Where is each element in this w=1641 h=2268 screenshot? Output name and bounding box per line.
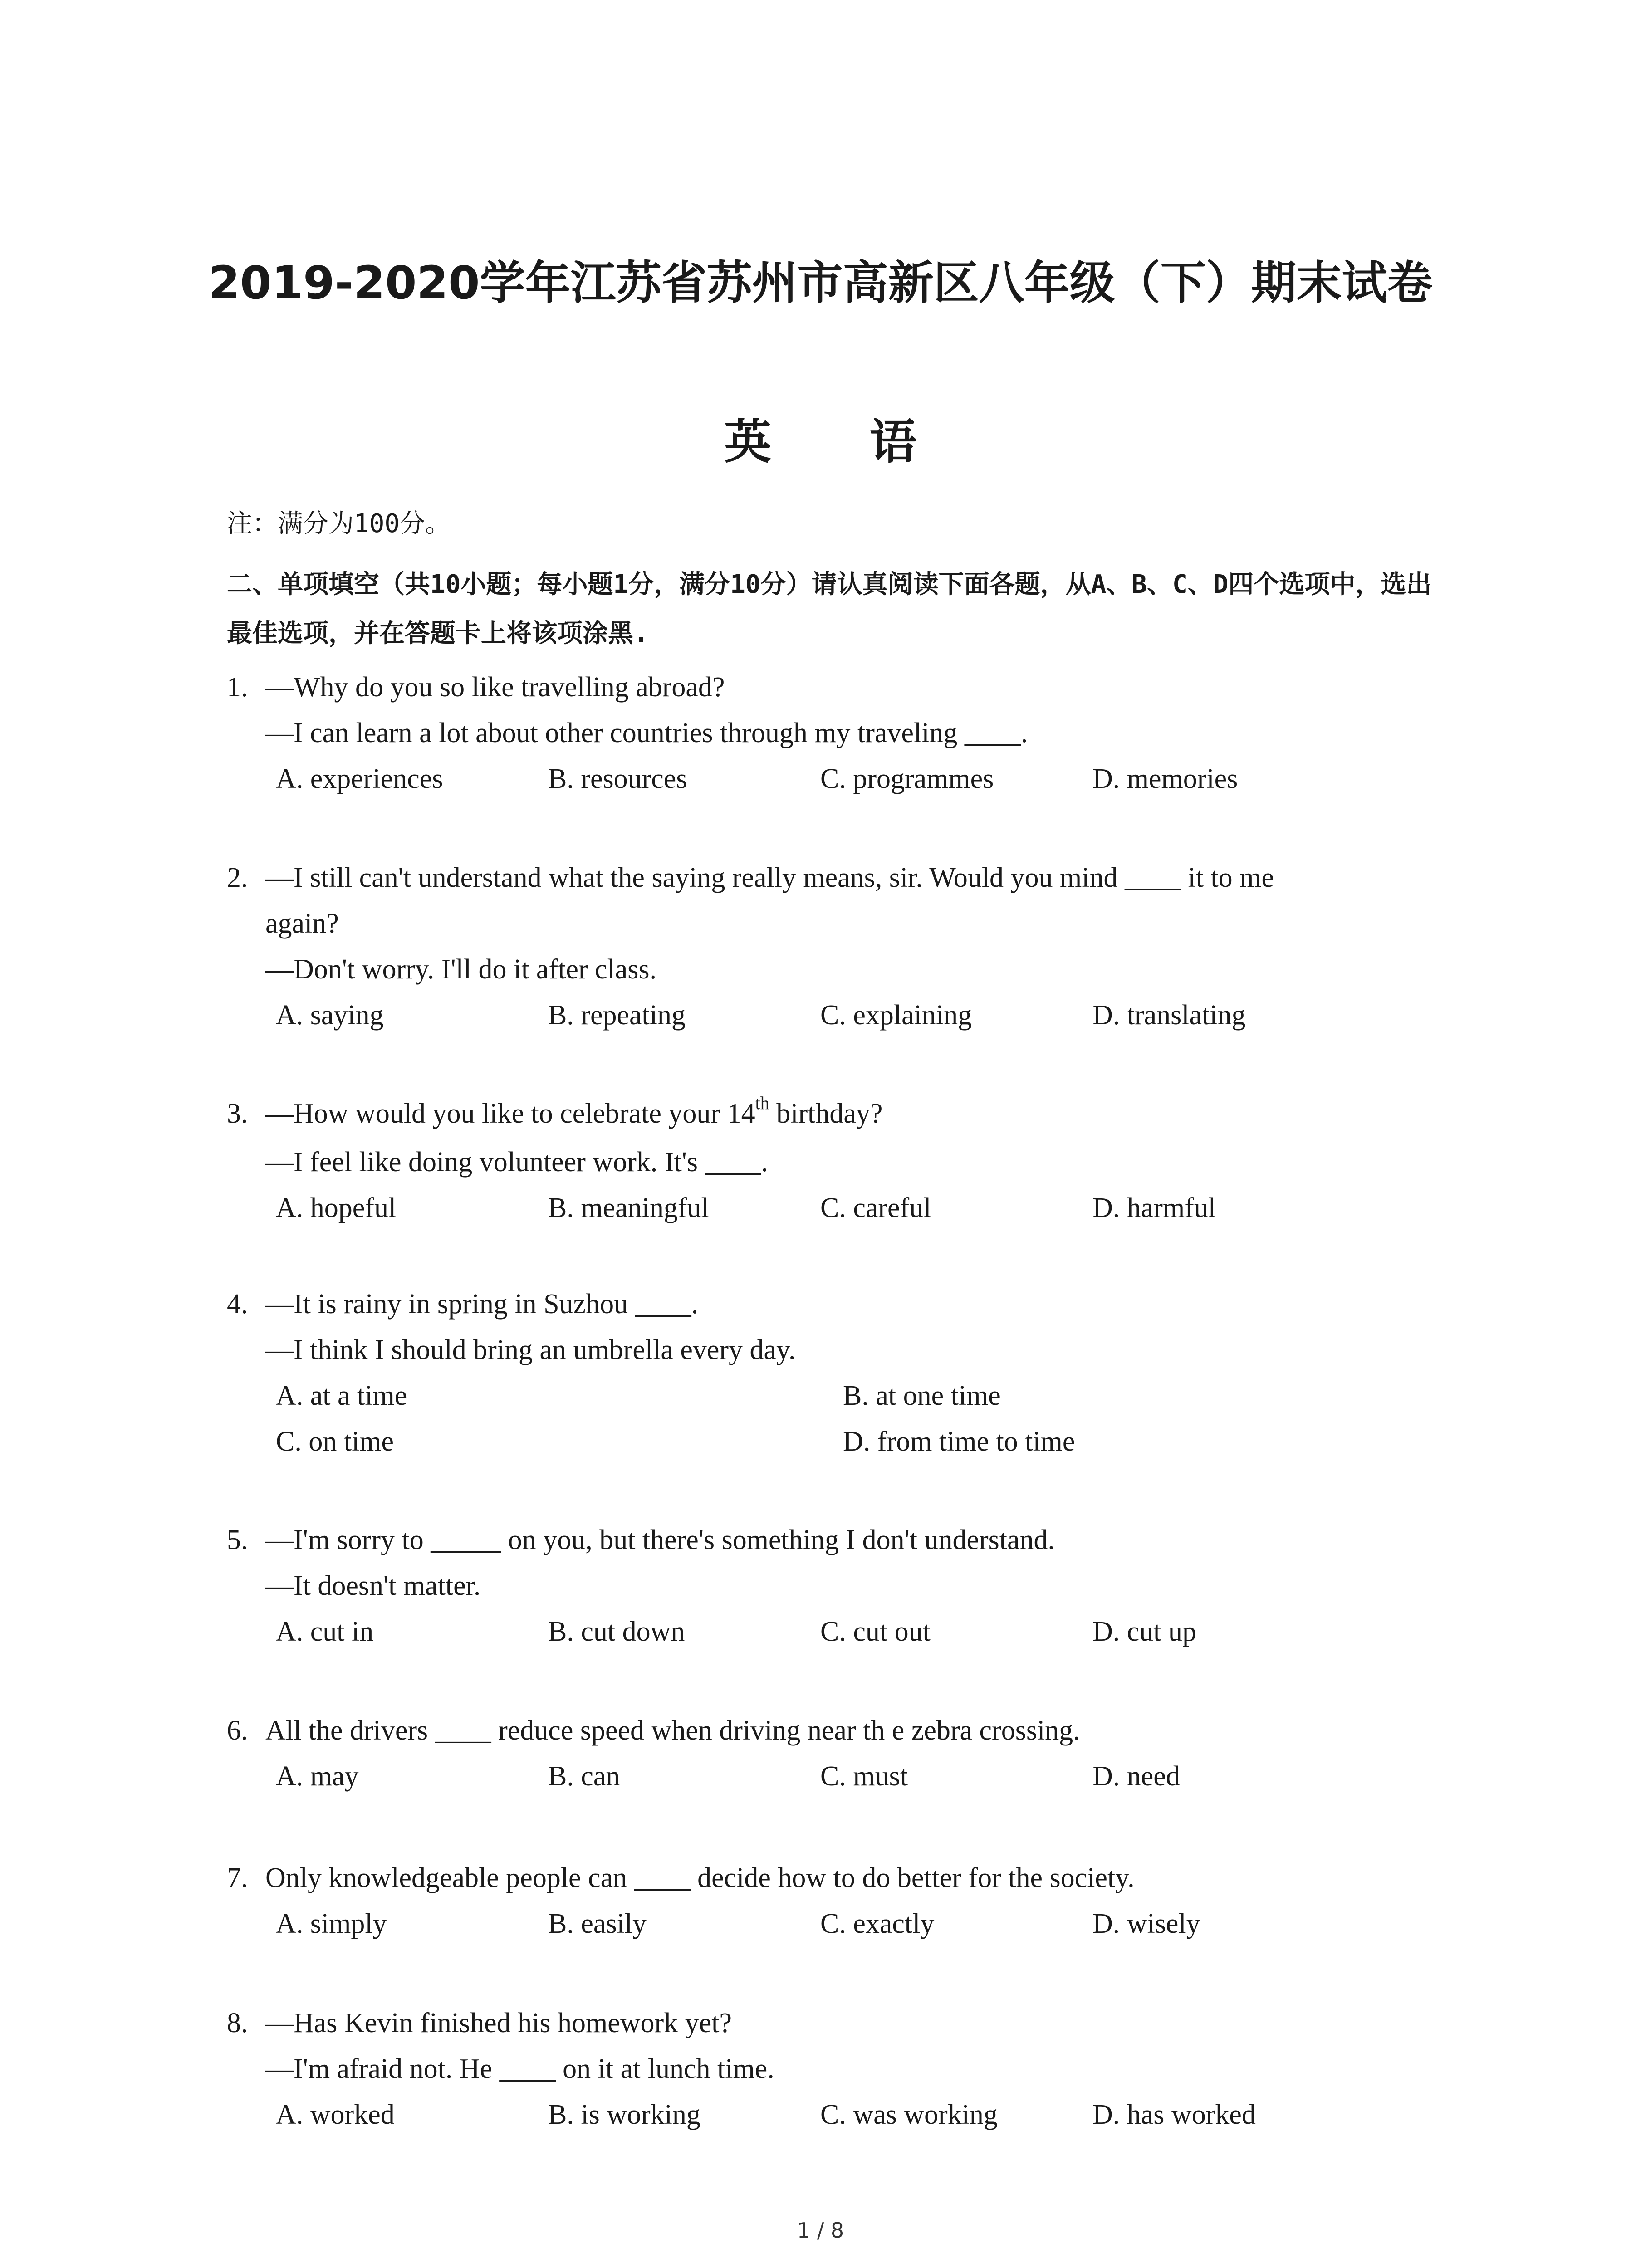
question-line: —I'm afraid not. He ____ on it at lunch time.	[265, 2053, 774, 2084]
option-b: B. can	[548, 1761, 620, 1792]
option-b: B. meaningful	[548, 1193, 709, 1223]
question-number: 6.	[227, 1715, 248, 1746]
option-a: A. may	[276, 1761, 359, 1792]
option-a: A. experiences	[276, 763, 443, 794]
question-7	[227, 1855, 1452, 1947]
question-8	[227, 2000, 1452, 2138]
option-c: C. explaining	[820, 1000, 972, 1031]
option-a: A. at a time	[276, 1380, 407, 1411]
question-line: —I think I should bring an umbrella every day.	[265, 1334, 796, 1365]
question-line: All the drivers ____ reduce speed when driving near th e zebra crossing.	[265, 1715, 1080, 1746]
option-a: A. cut in	[276, 1616, 374, 1647]
option-d: D. cut up	[1092, 1616, 1197, 1647]
option-d: D. translating	[1092, 1000, 1246, 1031]
options-row	[227, 1185, 1452, 1231]
option-b: B. easily	[548, 1908, 647, 1939]
subject-title: 英 语	[724, 414, 958, 469]
question-1	[227, 665, 1452, 802]
option-b: B. resources	[548, 763, 687, 794]
question-line: —I'm sorry to _____ on you, but there's something I don't understand.	[265, 1525, 1055, 1555]
question-number: 1.	[227, 672, 248, 703]
option-c: C. careful	[820, 1193, 931, 1223]
options-row	[227, 1609, 1452, 1655]
option-d: D. memories	[1092, 763, 1238, 794]
option-c: C. cut out	[820, 1616, 931, 1647]
page-indicator: 1 / 8	[797, 2218, 844, 2243]
option-c: C. was working	[820, 2099, 998, 2130]
options-row	[227, 1419, 1452, 1465]
option-b: B. is working	[548, 2099, 700, 2130]
option-b: B. repeating	[548, 1000, 686, 1031]
section-heading: 二、单项填空（共10小题；每小题1分，满分10分）请认真阅读下面各题，从A、B、C、D四个选项中，选出最佳选项，并在答题卡上将该项涂黑.	[227, 570, 1432, 648]
question-line: —Don't worry. I'll do it after class.	[265, 954, 657, 985]
question-number: 2.	[227, 862, 248, 893]
ordinal-suffix: th	[755, 1093, 769, 1113]
question-line: —Has Kevin finished his homework yet?	[265, 2008, 732, 2038]
question-line: —It doesn't matter.	[265, 1570, 481, 1601]
question-line: birthday?	[769, 1098, 883, 1129]
options-row	[227, 1373, 1452, 1419]
options-row	[227, 1901, 1452, 1947]
option-b: B. at one time	[843, 1380, 1001, 1411]
question-3	[227, 1091, 1452, 1231]
question-line: —How would you like to celebrate your 14	[265, 1098, 755, 1129]
option-d: D. from time to time	[843, 1426, 1075, 1457]
question-line: —Why do you so like travelling abroad?	[265, 672, 725, 703]
question-number: 8.	[227, 2008, 248, 2038]
option-a: A. saying	[276, 1000, 384, 1031]
question-line: —I still can't understand what the saying really means, sir. Would you mind ____ it to me	[265, 862, 1274, 893]
option-d: D. harmful	[1092, 1193, 1216, 1223]
question-number: 4.	[227, 1289, 248, 1320]
question-line: Only knowledgeable people can ____ decide how to do better for the society.	[265, 1862, 1135, 1893]
option-d: D. wisely	[1092, 1908, 1200, 1939]
question-number: 5.	[227, 1525, 248, 1555]
question-number: 3.	[227, 1098, 248, 1129]
options-row	[227, 1754, 1452, 1799]
option-c: C. must	[820, 1761, 908, 1792]
option-c: C. exactly	[820, 1908, 935, 1939]
question-5	[227, 1517, 1452, 1655]
option-b: B. cut down	[548, 1616, 685, 1647]
option-c: C. programmes	[820, 763, 994, 794]
question-line: —I feel like doing volunteer work. It's ____.	[265, 1147, 768, 1178]
question-number: 7.	[227, 1862, 248, 1893]
option-a: A. worked	[276, 2099, 395, 2130]
option-d: D. has worked	[1092, 2099, 1256, 2130]
option-a: A. hopeful	[276, 1193, 397, 1223]
exam-title: 2019-2020学年江苏省苏州市高新区八年级（下）期末试卷	[208, 256, 1433, 309]
question-2	[227, 855, 1452, 1038]
question-line: —It is rainy in spring in Suzhou ____.	[265, 1289, 699, 1320]
score-note: 注：满分为100分。	[227, 509, 451, 538]
option-a: A. simply	[276, 1908, 387, 1939]
question-line: —I can learn a lot about other countries through my traveling ____.	[265, 718, 1028, 748]
options-row	[227, 992, 1452, 1038]
question-4	[227, 1281, 1452, 1465]
question-6	[227, 1708, 1452, 1799]
options-row	[227, 2092, 1452, 2138]
question-line: again?	[265, 908, 339, 939]
options-row	[227, 756, 1452, 802]
option-c: C. on time	[276, 1426, 394, 1457]
option-d: D. need	[1092, 1761, 1180, 1792]
